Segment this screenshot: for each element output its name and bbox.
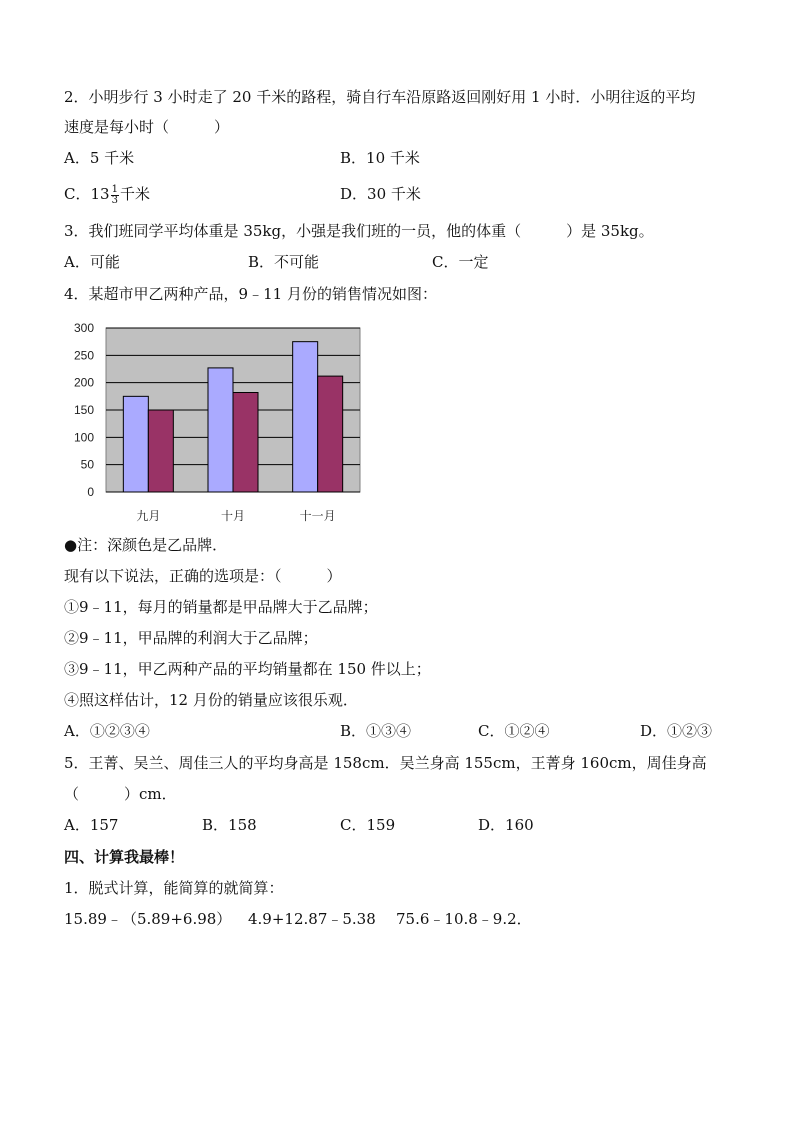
q3-stem: 3．我们班同学平均体重是 35kg，小强是我们班的一员，他的体重（ ）是 35kg。 [64, 222, 654, 240]
q3-option-c: C．一定 [432, 253, 489, 271]
expression-3: 75.6﹣10.8﹣9.2． [396, 910, 532, 928]
q4-option-b: B．①③④ [340, 722, 412, 740]
q5-stem-line1: 5．王菁、吴兰、周佳三人的平均身高是 158cm．吴兰身高 155cm，王菁身 160cm，周佳身高 [64, 754, 707, 772]
y-tick-label: 0 [87, 485, 94, 499]
q2-stem-line1: 2．小明步行 3 小时走了 20 千米的路程，骑自行车沿原路返回刚好用 1 小时．小明往返的平均 [64, 88, 696, 106]
y-tick-label: 50 [80, 457, 94, 472]
q2-option-c-suffix: 千米 [119, 185, 150, 203]
q4-statement-4: ④照这样估计，12 月份的销量应该很乐观． [64, 691, 358, 709]
q2-option-b: B．10 千米 [340, 149, 420, 167]
q5-stem-line2: （ ）cm． [64, 785, 177, 803]
sales-bar-chart [60, 318, 370, 528]
bar-series-1-3 [293, 342, 318, 492]
expression-1: 15.89﹣（5.89+6.98） [64, 910, 232, 928]
q2-option-c-fraction [111, 185, 119, 206]
q2-option-c-prefix: C．13 [64, 185, 110, 203]
q2-stem-line2: 速度是每小时（ ） [64, 118, 230, 136]
plot-area [106, 328, 360, 492]
y-axis-ticks [74, 321, 94, 499]
y-tick-label: 150 [73, 403, 94, 417]
bar-series-2-1 [148, 410, 173, 492]
section-title: 四、计算我最棒！ [64, 848, 185, 866]
y-tick-label: 200 [73, 375, 94, 390]
q2-option-a: A．5 千米 [64, 149, 135, 167]
x-category-label: 十一月 [299, 509, 336, 523]
section-item-1: 1．脱式计算，能简算的就简算： [64, 879, 284, 897]
bar-series-2-2 [233, 393, 258, 492]
fraction-numerator: 1 [111, 183, 118, 195]
x-category-label: 十月 [220, 509, 246, 523]
q4-stem: 4．某超市甲乙两种产品，9﹣11 月份的销售情况如图： [64, 285, 437, 303]
q2-option-c [64, 183, 150, 206]
q4-option-c: C．①②④ [478, 722, 550, 740]
q5-option-d: D．160 [478, 816, 534, 834]
q3-option-b: B．不可能 [248, 253, 320, 271]
q5-option-b: B．158 [202, 816, 257, 834]
q5-option-a: A．157 [64, 816, 119, 834]
q2-option-d: D．30 千米 [340, 185, 421, 203]
expression-2: 4.9+12.87﹣5.38 [248, 910, 376, 928]
q4-note: ●注：深颜色是乙品牌． [64, 536, 228, 554]
q4-statement-1: ①9﹣11，每月的销量都是甲品牌大于乙品牌； [64, 598, 378, 616]
q5-option-c: C．159 [340, 816, 396, 834]
bar-series-1-1 [123, 396, 148, 492]
bar-series-2-3 [318, 376, 343, 492]
x-axis-categories [136, 508, 335, 523]
q4-statement-2: ②9﹣11，甲品牌的利润大于乙品牌； [64, 629, 318, 647]
q4-option-d: D．①②③ [640, 722, 713, 740]
y-tick-label: 300 [73, 321, 94, 335]
q4-option-a: A．①②③④ [64, 722, 150, 740]
y-tick-label: 100 [73, 430, 94, 445]
q4-statement-3: ③9﹣11，甲乙两种产品的平均销量都在 150 件以上； [64, 660, 431, 678]
y-tick-label: 250 [73, 348, 94, 363]
x-category-label: 九月 [136, 509, 161, 523]
fraction-denominator: 3 [111, 194, 118, 206]
bar-series-1-2 [208, 368, 233, 492]
q4-prompt: 现有以下说法，正确的选项是：（ ） [64, 567, 342, 585]
q3-option-a: A．可能 [64, 253, 120, 271]
